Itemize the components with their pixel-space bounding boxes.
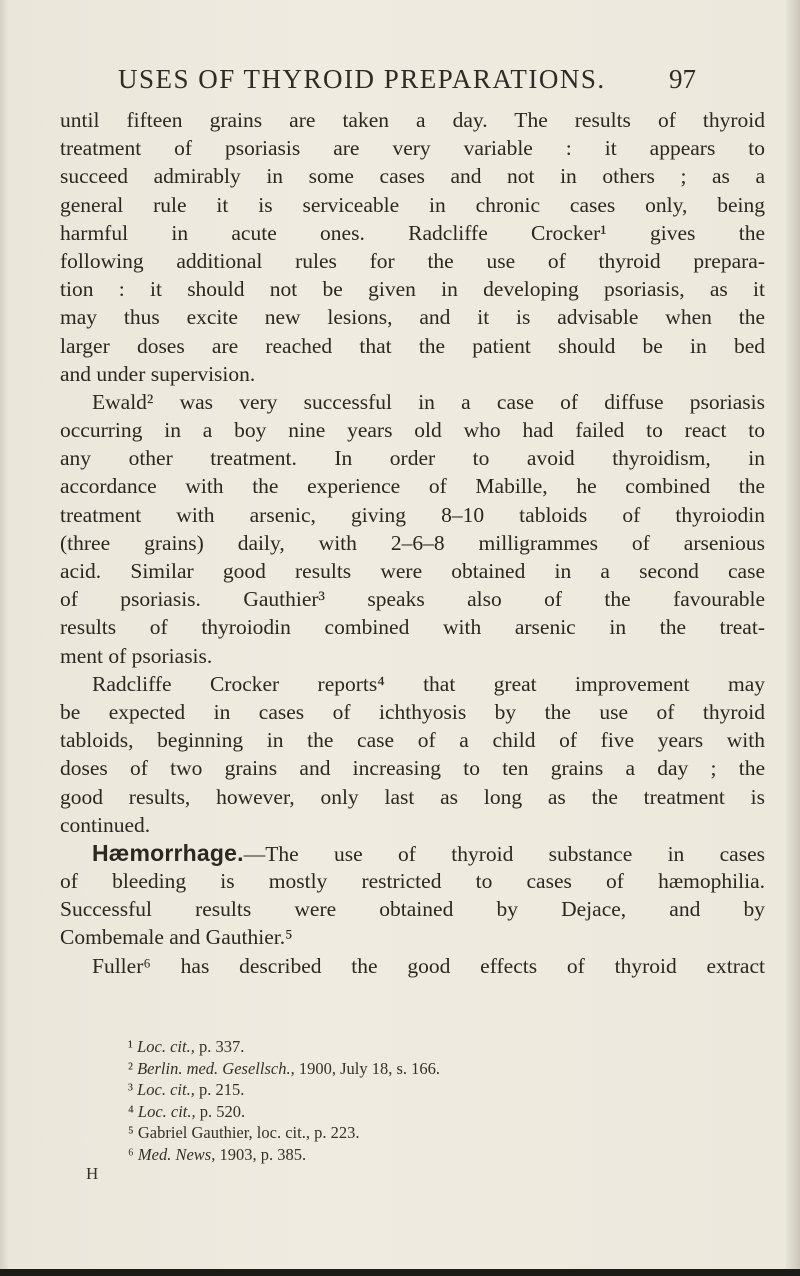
body-text [60,106,765,980]
footnote-source: Med. News, [137,1144,216,1164]
text-line: larger doses are reached that the patient should be in bed [60,333,765,358]
text-line: tion : it should not be given in developing psoriasis, as it [60,277,765,302]
text-line: and under supervision. [60,361,256,386]
text-line: any other treatment. In order to avoid thyroidism, in [60,446,765,471]
footnote [100,1036,760,1058]
text-line: Fuller⁶ has described the good effects of thyroid extract [92,953,765,978]
section-heading: Hæmorrhage. [92,839,244,866]
text-line: general rule it is serviceable in chronic cases only, being [60,192,765,217]
right-page-edge [786,0,800,1276]
footnote-mark: ¹ [128,1037,133,1056]
footnote [100,1144,760,1166]
footnote-source: Loc. cit., [137,1080,195,1100]
footnote-text: 1903, p. 385. [215,1144,307,1164]
text-line: harmful in acute ones. Radcliffe Crocker¹ gives the [60,220,765,245]
footnote-source: Loc. cit., [137,1101,196,1121]
text-line: Ewald² was very successful in a case of diffuse psoriasis [92,389,765,414]
text-line: ment of psoriasis. [60,643,213,668]
text-line: following additional rules for the use of thyroid prepara- [60,248,765,273]
page-number: 97 [669,64,696,94]
footnote-mark: ⁶ [128,1144,134,1164]
text-line: Radcliffe Crocker reports⁴ that great improvement may [92,671,765,696]
text-line: be expected in cases of ichthyosis by the use of thyroid [60,699,765,724]
bottom-edge-bar [0,1269,800,1276]
footnote-source: Loc. cit., [137,1037,195,1056]
footnote-source: Berlin. med. Gesellsch., [137,1058,295,1078]
footnote [100,1101,760,1123]
footnote-text: 1900, July 18, s. 166. [294,1058,441,1078]
running-title: USES OF THYROID PREPARATIONS. [118,64,606,94]
text-line: of bleeding is mostly restricted to cases of hæmophilia. [60,869,765,894]
text-line: until fifteen grains are taken a day. The results of thyroid [60,108,765,132]
left-page-edge [0,0,8,1276]
text-line: acid. Similar good results were obtained in a second case [60,559,765,583]
footnote-text: p. 215. [194,1080,245,1100]
footnote-mark: ⁵ [128,1123,134,1143]
text-line: treatment with arsenic, giving 8–10 tabloids of thyroiodin [60,502,765,527]
text-line: (three grains) daily, with 2–6–8 milligrammes of arsenious [60,530,765,555]
text-line: occurring in a boy nine years old who had failed to react to [60,418,765,443]
footnotes [100,1036,760,1166]
text-line: —The use of thyroid substance in cases [243,841,765,866]
text-line: accordance with the experience of Mabille, he combined the [60,474,765,499]
footnote-mark: ⁴ [128,1101,134,1121]
footnote-text: p. 520. [195,1101,246,1121]
footnote-mark: ² [128,1058,133,1078]
text-line: succeed admirably in some cases and not in others ; as a [60,164,765,189]
text-line: of psoriasis. Gauthier³ speaks also of the favourable [60,587,765,612]
signature-mark: H [86,1164,99,1183]
text-line: tabloids, beginning in the case of a child of five years with [60,728,765,753]
text-line: Combemale and Gauthier.⁵ [60,925,293,950]
text-line: doses of two grains and increasing to ten grains a day ; the [60,756,765,781]
text-line: results of thyroiodin combined with arsenic in the treat- [60,615,765,640]
footnote-text: Gabriel Gauthier, loc. cit., p. 223. [133,1123,360,1143]
text-line: continued. [60,812,151,837]
footnote-mark: ³ [128,1080,133,1100]
footnote [100,1079,760,1101]
section-line [60,839,765,867]
text-line: good results, however, only last as long as the treatment is [60,784,765,809]
text-line: Successful results were obtained by Dejace, and by [60,897,765,922]
footnote [100,1122,760,1144]
footnote [100,1058,760,1080]
text-line: may thus excite new lesions, and it is advisable when the [60,305,765,330]
footnote-text: p. 337. [194,1037,245,1056]
text-line: treatment of psoriasis are very variable : it appears to [60,136,765,161]
running-head [0,60,800,100]
